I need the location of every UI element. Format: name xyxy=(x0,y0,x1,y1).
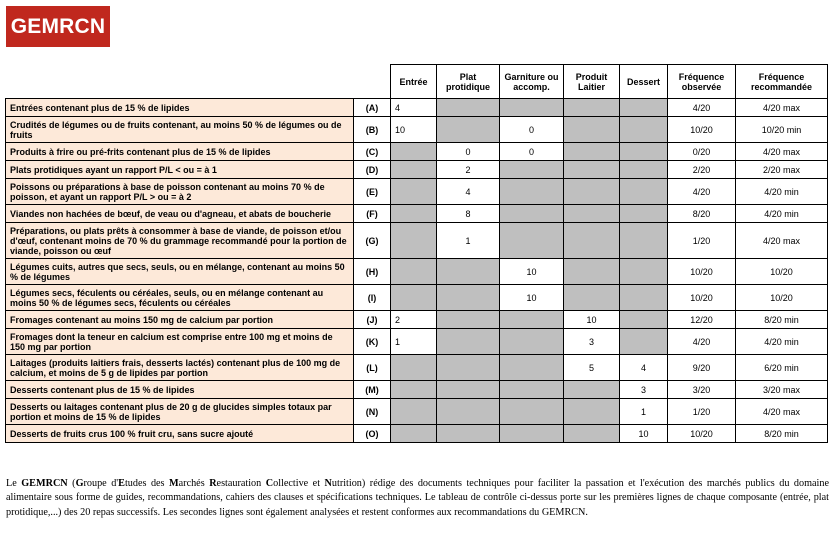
gray-cell xyxy=(391,259,437,285)
gray-cell xyxy=(620,329,668,355)
row-label: Fromages contenant au moins 150 mg de calcium par portion xyxy=(6,311,354,329)
value-cell: 4 xyxy=(391,99,437,117)
table-row xyxy=(6,161,828,179)
observed-frequency: 10/20 xyxy=(668,285,736,311)
recommended-frequency: 6/20 min xyxy=(736,355,828,381)
row-label: Laitages (produits laitiers frais, desserts lactés) contenant plus de 100 mg de calcium, et moins de 5 g de lipides par portion xyxy=(6,355,354,381)
gray-cell xyxy=(437,285,500,311)
table-row xyxy=(6,259,828,285)
row-label: Fromages dont la teneur en calcium est comprise entre 100 mg et moins de 150 mg par portion xyxy=(6,329,354,355)
gray-cell xyxy=(437,329,500,355)
gray-cell xyxy=(500,399,564,425)
value-cell: 1 xyxy=(437,223,500,259)
observed-frequency: 4/20 xyxy=(668,99,736,117)
gray-cell xyxy=(564,117,620,143)
gray-cell xyxy=(391,143,437,161)
recommended-frequency: 10/20 xyxy=(736,259,828,285)
row-code: (A) xyxy=(354,99,391,117)
recommended-frequency: 8/20 min xyxy=(736,425,828,443)
gemrcn-badge: GEMRCN xyxy=(6,6,110,47)
observed-frequency: 4/20 xyxy=(668,329,736,355)
row-code: (M) xyxy=(354,381,391,399)
col-header: Produit Laitier xyxy=(564,65,620,99)
row-label: Légumes cuits, autres que secs, seuls, ou en mélange, contenant au moins 50 % de légumes xyxy=(6,259,354,285)
row-label: Préparations, ou plats prêts à consommer à base de viande, de poisson et/ou d'œuf, contenant moins de 70 % du grammage recommandé pour la portion de viande, poisson ou œuf xyxy=(6,223,354,259)
col-header: Fréquence observée xyxy=(668,65,736,99)
recommended-frequency: 2/20 max xyxy=(736,161,828,179)
value-cell: 4 xyxy=(437,179,500,205)
value-cell: 0 xyxy=(500,117,564,143)
row-label: Produits à frire ou pré-frits contenant plus de 15 % de lipides xyxy=(6,143,354,161)
gray-cell xyxy=(564,205,620,223)
table-row xyxy=(6,329,828,355)
table-row xyxy=(6,99,828,117)
row-code: (J) xyxy=(354,311,391,329)
row-code: (K) xyxy=(354,329,391,355)
gray-cell xyxy=(564,381,620,399)
row-code: (I) xyxy=(354,285,391,311)
table-row xyxy=(6,223,828,259)
observed-frequency: 10/20 xyxy=(668,259,736,285)
table-row xyxy=(6,399,828,425)
observed-frequency: 8/20 xyxy=(668,205,736,223)
gray-cell xyxy=(437,311,500,329)
recommended-frequency: 10/20 min xyxy=(736,117,828,143)
table-header-row xyxy=(6,65,828,99)
value-cell: 8 xyxy=(437,205,500,223)
observed-frequency: 3/20 xyxy=(668,381,736,399)
gray-cell xyxy=(620,99,668,117)
table-row xyxy=(6,425,828,443)
value-cell: 2 xyxy=(437,161,500,179)
gray-cell xyxy=(564,399,620,425)
table-row xyxy=(6,117,828,143)
row-code: (D) xyxy=(354,161,391,179)
row-label: Crudités de légumes ou de fruits contenant, au moins 50 % de légumes ou de fruits xyxy=(6,117,354,143)
recommended-frequency: 4/20 max xyxy=(736,99,828,117)
gray-cell xyxy=(564,425,620,443)
row-code: (G) xyxy=(354,223,391,259)
gray-cell xyxy=(437,259,500,285)
row-label: Poissons ou préparations à base de poisson contenant au moins 70 % de poisson, et ayant un rapport P/L > ou = à 2 xyxy=(6,179,354,205)
value-cell: 10 xyxy=(500,285,564,311)
recommended-frequency: 4/20 max xyxy=(736,399,828,425)
gray-cell xyxy=(391,161,437,179)
gray-cell xyxy=(620,161,668,179)
value-cell: 3 xyxy=(564,329,620,355)
gray-cell xyxy=(391,355,437,381)
observed-frequency: 12/20 xyxy=(668,311,736,329)
gray-cell xyxy=(500,99,564,117)
gray-cell xyxy=(437,99,500,117)
recommended-frequency: 8/20 min xyxy=(736,311,828,329)
table-row xyxy=(6,285,828,311)
gray-cell xyxy=(391,425,437,443)
gray-cell xyxy=(500,381,564,399)
gray-cell xyxy=(500,355,564,381)
row-code: (E) xyxy=(354,179,391,205)
gray-cell xyxy=(500,179,564,205)
gray-cell xyxy=(564,259,620,285)
value-cell: 5 xyxy=(564,355,620,381)
row-label: Desserts de fruits crus 100 % fruit cru, sans sucre ajouté xyxy=(6,425,354,443)
row-code: (C) xyxy=(354,143,391,161)
observed-frequency: 9/20 xyxy=(668,355,736,381)
value-cell: 10 xyxy=(620,425,668,443)
col-header: Fréquence recommandée xyxy=(736,65,828,99)
table-row xyxy=(6,381,828,399)
footnote-paragraph: Le GEMRCN (Groupe d'Etudes des Marchés Restauration Collective et Nutrition) rédige des documents techniques pour faciliter la passation et l'exécution des marchés publics du domaine alimentaire sous forme de guides, recommandations, cahiers des clauses et spécifications techniques. Le tableau de contrôle ci-dessus porte sur les premières lignes de chaque composante (entrée, plat protidique,...) des 20 repas successifs. Les secondes lignes sont également analysées et restent conformes aux recommandations du GEMRCN. xyxy=(6,478,829,518)
table-row xyxy=(6,311,828,329)
value-cell: 1 xyxy=(620,399,668,425)
recommended-frequency: 4/20 max xyxy=(736,223,828,259)
observed-frequency: 4/20 xyxy=(668,179,736,205)
gray-cell xyxy=(500,223,564,259)
gray-cell xyxy=(564,223,620,259)
observed-frequency: 2/20 xyxy=(668,161,736,179)
row-code: (O) xyxy=(354,425,391,443)
gray-cell xyxy=(500,329,564,355)
value-cell: 2 xyxy=(391,311,437,329)
gray-cell xyxy=(437,381,500,399)
gray-cell xyxy=(500,161,564,179)
value-cell: 10 xyxy=(564,311,620,329)
gray-cell xyxy=(391,285,437,311)
value-cell: 10 xyxy=(500,259,564,285)
observed-frequency: 1/20 xyxy=(668,399,736,425)
gray-cell xyxy=(437,425,500,443)
gray-cell xyxy=(620,179,668,205)
col-header: Plat protidique xyxy=(437,65,500,99)
gray-cell xyxy=(437,117,500,143)
header-blank-code xyxy=(354,65,391,99)
row-code: (L) xyxy=(354,355,391,381)
col-header: Dessert xyxy=(620,65,668,99)
gray-cell xyxy=(437,399,500,425)
gray-cell xyxy=(500,425,564,443)
gray-cell xyxy=(437,355,500,381)
gray-cell xyxy=(500,311,564,329)
recommended-frequency: 4/20 min xyxy=(736,205,828,223)
recommended-frequency: 3/20 max xyxy=(736,381,828,399)
row-label: Entrées contenant plus de 15 % de lipides xyxy=(6,99,354,117)
gray-cell xyxy=(500,205,564,223)
observed-frequency: 10/20 xyxy=(668,425,736,443)
gray-cell xyxy=(391,223,437,259)
value-cell: 10 xyxy=(391,117,437,143)
gray-cell xyxy=(620,117,668,143)
row-code: (N) xyxy=(354,399,391,425)
value-cell: 3 xyxy=(620,381,668,399)
gray-cell xyxy=(620,311,668,329)
gray-cell xyxy=(620,285,668,311)
gray-cell xyxy=(564,161,620,179)
recommended-frequency: 4/20 max xyxy=(736,143,828,161)
gray-cell xyxy=(620,143,668,161)
value-cell: 1 xyxy=(391,329,437,355)
gray-cell xyxy=(391,381,437,399)
gray-cell xyxy=(620,205,668,223)
row-label: Plats protidiques ayant un rapport P/L < ou = à 1 xyxy=(6,161,354,179)
gray-cell xyxy=(391,205,437,223)
row-label: Viandes non hachées de bœuf, de veau ou d'agneau, et abats de boucherie xyxy=(6,205,354,223)
row-label: Desserts ou laitages contenant plus de 20 g de glucides simples totaux par portion et moins de 15 % de lipides xyxy=(6,399,354,425)
observed-frequency: 1/20 xyxy=(668,223,736,259)
header-blank xyxy=(6,65,354,99)
table-row xyxy=(6,355,828,381)
gray-cell xyxy=(391,399,437,425)
table-row xyxy=(6,179,828,205)
row-label: Légumes secs, féculents ou céréales, seuls, ou en mélange contenant au moins 50 % de légumes secs, féculents ou céréales xyxy=(6,285,354,311)
col-header: Entrée xyxy=(391,65,437,99)
gray-cell xyxy=(564,179,620,205)
observed-frequency: 10/20 xyxy=(668,117,736,143)
col-header: Garniture ou accomp. xyxy=(500,65,564,99)
table-row xyxy=(6,205,828,223)
value-cell: 0 xyxy=(437,143,500,161)
gray-cell xyxy=(564,99,620,117)
gray-cell xyxy=(620,223,668,259)
value-cell: 0 xyxy=(500,143,564,161)
gray-cell xyxy=(564,285,620,311)
recommended-frequency: 4/20 min xyxy=(736,329,828,355)
row-code: (B) xyxy=(354,117,391,143)
row-label: Desserts contenant plus de 15 % de lipides xyxy=(6,381,354,399)
row-code: (H) xyxy=(354,259,391,285)
gray-cell xyxy=(564,143,620,161)
recommended-frequency: 4/20 min xyxy=(736,179,828,205)
value-cell: 4 xyxy=(620,355,668,381)
control-table xyxy=(5,64,828,443)
observed-frequency: 0/20 xyxy=(668,143,736,161)
table-row xyxy=(6,143,828,161)
gray-cell xyxy=(620,259,668,285)
gray-cell xyxy=(391,179,437,205)
row-code: (F) xyxy=(354,205,391,223)
recommended-frequency: 10/20 xyxy=(736,285,828,311)
